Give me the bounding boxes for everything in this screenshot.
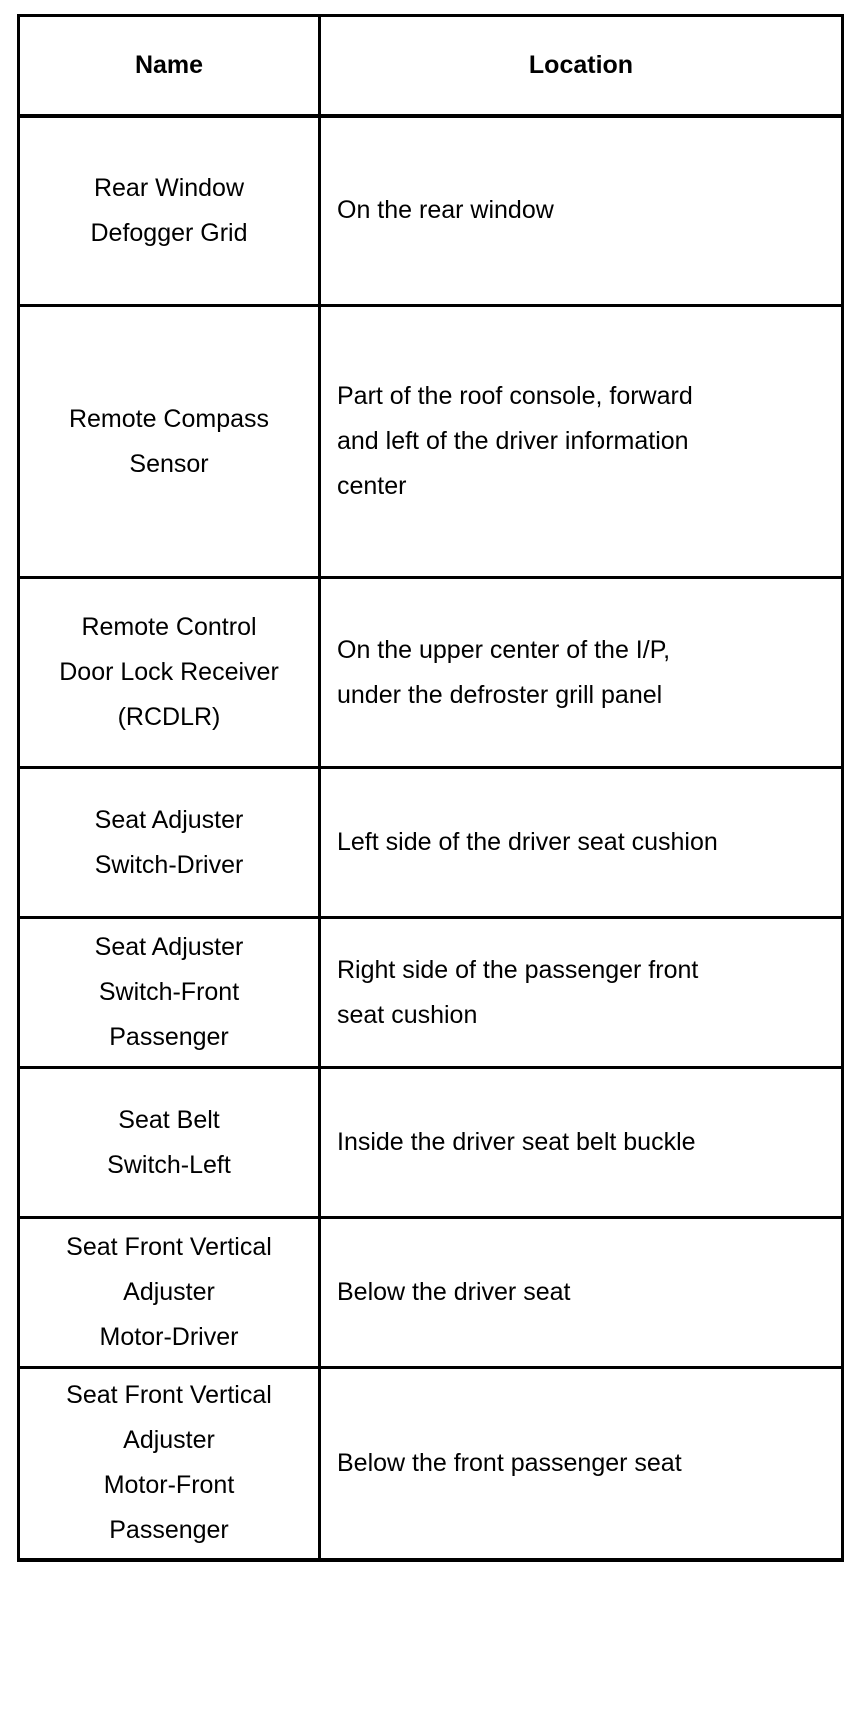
name-line: Remote Compass <box>68 404 270 433</box>
name-line: Adjuster <box>123 1278 215 1306</box>
name-line: Seat Adjuster <box>94 805 244 834</box>
name-line: Defogger Grid <box>90 218 248 247</box>
table-row <box>19 1368 843 1560</box>
header-location: Location <box>320 16 843 116</box>
location-line: Below the driver seat <box>337 1278 571 1306</box>
name-cell <box>19 768 320 918</box>
name-line: Passenger <box>109 1023 229 1051</box>
name-cell <box>19 306 320 578</box>
name-line: Seat Front Vertical <box>66 1381 272 1410</box>
location-cell <box>320 1068 843 1218</box>
name-line: Seat Belt <box>118 1105 220 1134</box>
name-line: Motor-Front <box>103 1471 235 1500</box>
name-line: Switch-Left <box>107 1150 231 1179</box>
location-cell <box>320 1218 843 1368</box>
location-line: center <box>337 472 407 500</box>
location-line: seat cushion <box>337 1000 478 1029</box>
table-row <box>19 1218 843 1368</box>
name-line: Switch-Driver <box>94 850 244 879</box>
name-line: Remote Control <box>81 613 257 641</box>
name-line: Seat Front Vertical <box>66 1233 272 1261</box>
table-row <box>19 918 843 1068</box>
location-line: Part of the roof console, forward <box>337 382 693 410</box>
name-cell <box>19 918 320 1068</box>
header-name: Name <box>19 16 320 116</box>
location-line: under the defroster grill panel <box>337 680 663 709</box>
name-cell <box>19 1068 320 1218</box>
location-cell <box>320 768 843 918</box>
location-line: On the rear window <box>337 196 554 225</box>
location-line: Inside the driver seat belt buckle <box>337 1128 696 1156</box>
name-line: Motor-Driver <box>99 1323 239 1351</box>
location-line: Below the front passenger seat <box>337 1448 682 1477</box>
name-cell <box>19 116 320 306</box>
name-line: (RCDLR) <box>117 703 221 731</box>
table-row <box>19 116 843 306</box>
component-location-table <box>17 14 844 1562</box>
name-cell <box>19 578 320 768</box>
name-line: Seat Adjuster <box>94 933 244 961</box>
table-row <box>19 768 843 918</box>
name-cell <box>19 1218 320 1368</box>
location-cell <box>320 306 843 578</box>
name-line: Rear Window <box>93 173 245 202</box>
name-line: Sensor <box>129 449 209 478</box>
location-cell <box>320 1368 843 1560</box>
header-row <box>19 16 843 116</box>
table-row <box>19 1068 843 1218</box>
location-line: On the upper center of the I/P, <box>337 635 671 664</box>
name-line: Door Lock Receiver <box>59 658 279 686</box>
location-cell <box>320 116 843 306</box>
location-line: and left of the driver information <box>337 427 689 455</box>
name-cell <box>19 1368 320 1560</box>
name-line: Switch-Front <box>98 978 240 1006</box>
table-row <box>19 578 843 768</box>
location-line: Left side of the driver seat cushion <box>337 828 718 856</box>
name-line: Adjuster <box>123 1426 215 1455</box>
table-row <box>19 306 843 578</box>
location-line: Right side of the passenger front <box>337 955 699 984</box>
location-cell <box>320 918 843 1068</box>
name-line: Passenger <box>109 1516 229 1545</box>
location-cell <box>320 578 843 768</box>
